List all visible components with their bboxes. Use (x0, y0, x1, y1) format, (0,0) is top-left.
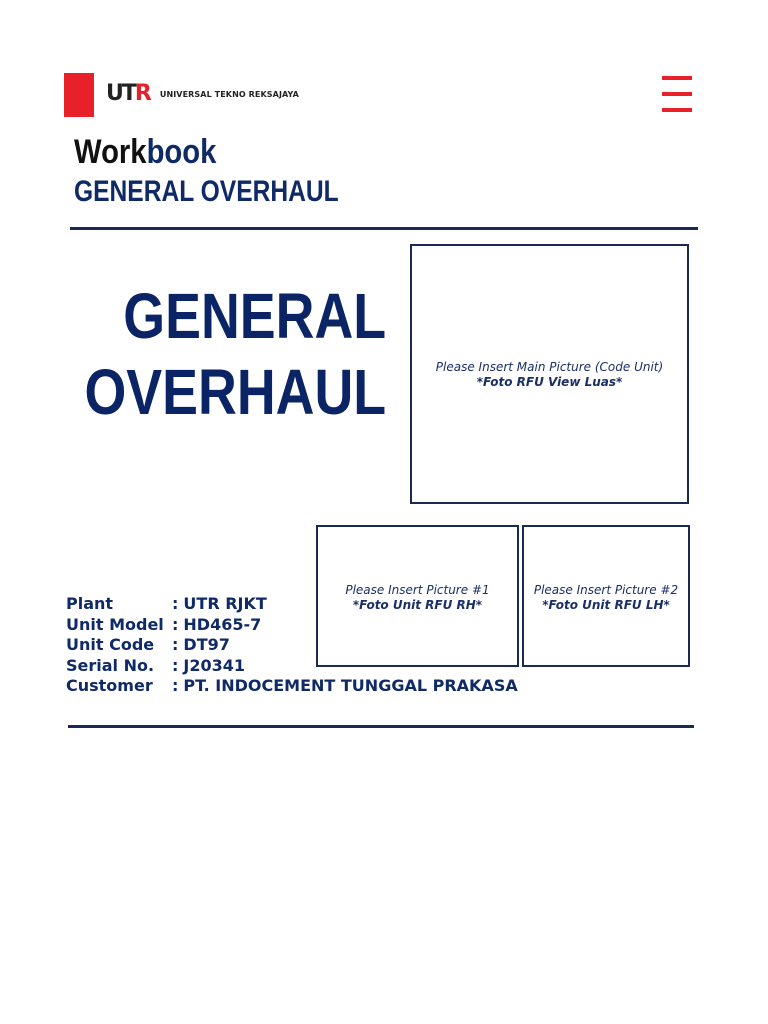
workbook-subtitle: GENERAL OVERHAUL (74, 175, 339, 208)
main-picture-placeholder[interactable] (410, 244, 689, 504)
bottom-divider (68, 725, 694, 728)
info-label: Serial No. (66, 655, 155, 675)
info-value: J20341 (183, 655, 246, 675)
info-label: Unit Model (66, 614, 164, 634)
main-picture-instruction: Please Insert Main Picture (Code Unit) (435, 360, 664, 374)
cover-title-line2: OVERHAUL (84, 356, 386, 428)
info-separator: : (172, 676, 179, 695)
company-logo (106, 82, 299, 106)
picture2-placeholder[interactable] (522, 525, 690, 667)
workbook-title: Workbook (74, 133, 217, 171)
company-name: UNIVERSAL TEKNO REKSAJAYA (159, 89, 299, 99)
hamburger-menu-icon[interactable] (662, 76, 692, 114)
cover-title (84, 278, 386, 430)
cover-title-line1: GENERAL (123, 280, 387, 352)
info-label: Unit Code (66, 635, 155, 654)
info-separator: : (172, 594, 179, 613)
info-separator: : (172, 635, 179, 654)
picture2-note: *Foto Unit RFU LH* (542, 598, 670, 612)
picture1-instruction: Please Insert Picture #1 (345, 583, 490, 597)
info-value: DT97 (183, 635, 230, 654)
red-accent-bar (64, 73, 94, 117)
info-value: HD465-7 (183, 614, 262, 634)
top-divider (70, 227, 698, 230)
info-row-unit-model (66, 615, 518, 636)
unit-info-block (66, 594, 518, 697)
info-row-customer (66, 676, 518, 697)
info-value: UTR RJKT (183, 594, 267, 613)
info-row-plant (66, 594, 518, 615)
info-label: Plant (66, 594, 114, 613)
logo-mark: UTR (106, 81, 150, 106)
info-label: Customer (66, 676, 153, 695)
picture1-note: *Foto Unit RFU RH* (352, 598, 483, 612)
info-separator: : (172, 614, 179, 634)
info-value: PT. INDOCEMENT TUNGGAL PRAKASA (183, 676, 518, 695)
picture2-instruction: Please Insert Picture #2 (533, 583, 679, 597)
main-picture-note: *Foto RFU View Luas* (476, 375, 623, 389)
info-row-unit-code (66, 635, 518, 656)
info-separator: : (172, 655, 179, 675)
info-row-serial-no (66, 656, 518, 677)
